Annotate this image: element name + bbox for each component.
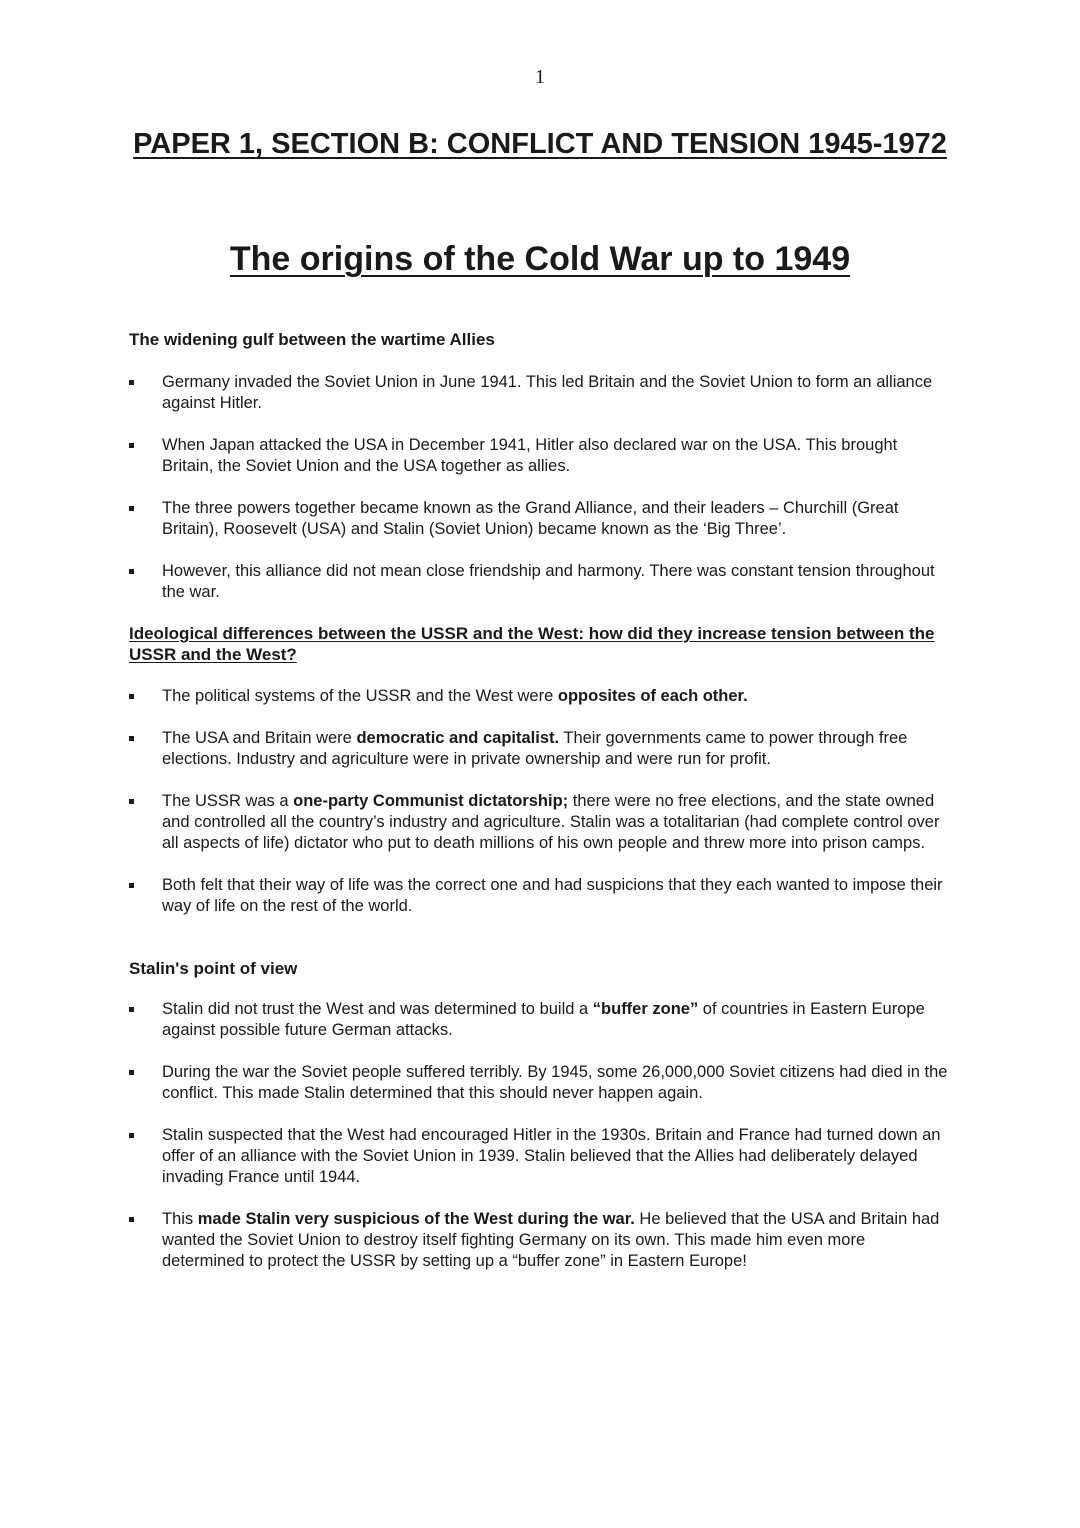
main-title: PAPER 1, SECTION B: CONFLICT AND TENSION 1945-1972 — [133, 128, 947, 160]
bullet-list-stalins-point-of-view — [129, 999, 951, 1272]
bullet-list-ideological-differences — [129, 686, 951, 917]
square-bullet-icon — [129, 569, 134, 574]
sub-title: The origins of the Cold War up to 1949 — [229, 240, 851, 278]
list-item: The three powers together became known as the Grand Alliance, and their leaders – Churchill (Great Britain), Roosevelt (USA) and Stalin (Soviet Union) became known as the ‘Big Three’. — [129, 498, 951, 540]
section-heading-stalins-point-of-view: Stalin's point of view — [129, 959, 298, 978]
list-item: Stalin did not trust the West and was determined to build a “buffer zone” of countries in Eastern Europe against possible future German attacks. — [129, 999, 951, 1041]
page-number: 1 — [535, 66, 545, 88]
square-bullet-icon — [129, 694, 134, 699]
bullet-list-wartime-allies — [129, 372, 951, 603]
square-bullet-icon — [129, 1007, 134, 1012]
list-item: The political systems of the USSR and the West were opposites of each other. — [129, 686, 951, 707]
square-bullet-icon — [129, 443, 134, 448]
square-bullet-icon — [129, 380, 134, 385]
square-bullet-icon — [129, 736, 134, 741]
square-bullet-icon — [129, 506, 134, 511]
list-item: During the war the Soviet people suffered terribly. By 1945, some 26,000,000 Soviet citizens had died in the conflict. This made Stalin determined that this should never happen again. — [129, 1062, 951, 1104]
document-body — [129, 329, 951, 1272]
list-item: Both felt that their way of life was the correct one and had suspicions that they each wanted to impose their way of life on the rest of the world. — [129, 875, 951, 917]
list-item: Stalin suspected that the West had encouraged Hitler in the 1930s. Britain and France had turned down an offer of an alliance with the Soviet Union in 1939. Stalin believed that the Allies had deliberately delayed invading France until 1944. — [129, 1125, 951, 1188]
list-item: However, this alliance did not mean close friendship and harmony. There was constant tension throughout the war. — [129, 561, 951, 603]
list-item: This made Stalin very suspicious of the West during the war. He believed that the USA and Britain had wanted the Soviet Union to destroy itself fighting Germany on its own. This made him even more determined to protect the USSR by setting up a “buffer zone” in Eastern Europe! — [129, 1209, 951, 1272]
square-bullet-icon — [129, 1070, 134, 1075]
square-bullet-icon — [129, 1217, 134, 1222]
square-bullet-icon — [129, 883, 134, 888]
square-bullet-icon — [129, 799, 134, 804]
list-item: Germany invaded the Soviet Union in June 1941. This led Britain and the Soviet Union to form an alliance against Hitler. — [129, 372, 951, 414]
section-heading-wartime-allies: The widening gulf between the wartime Allies — [129, 330, 495, 349]
square-bullet-icon — [129, 1133, 134, 1138]
section-heading-ideological-differences: Ideological differences between the USSR and the West: how did they increase tension between the USSR and the West? — [129, 624, 935, 664]
list-item: The USSR was a one-party Communist dictatorship; there were no free elections, and the state owned and controlled all the country’s industry and agriculture. Stalin was a totalitarian (had complete control over all aspects of life) dictator who put to death millions of his own people and threw more into prison camps. — [129, 791, 951, 854]
list-item: The USA and Britain were democratic and capitalist. Their governments came to power through free elections. Industry and agriculture were in private ownership and were run for profit. — [129, 728, 951, 770]
list-item: When Japan attacked the USA in December 1941, Hitler also declared war on the USA. This brought Britain, the Soviet Union and the USA together as allies. — [129, 435, 951, 477]
